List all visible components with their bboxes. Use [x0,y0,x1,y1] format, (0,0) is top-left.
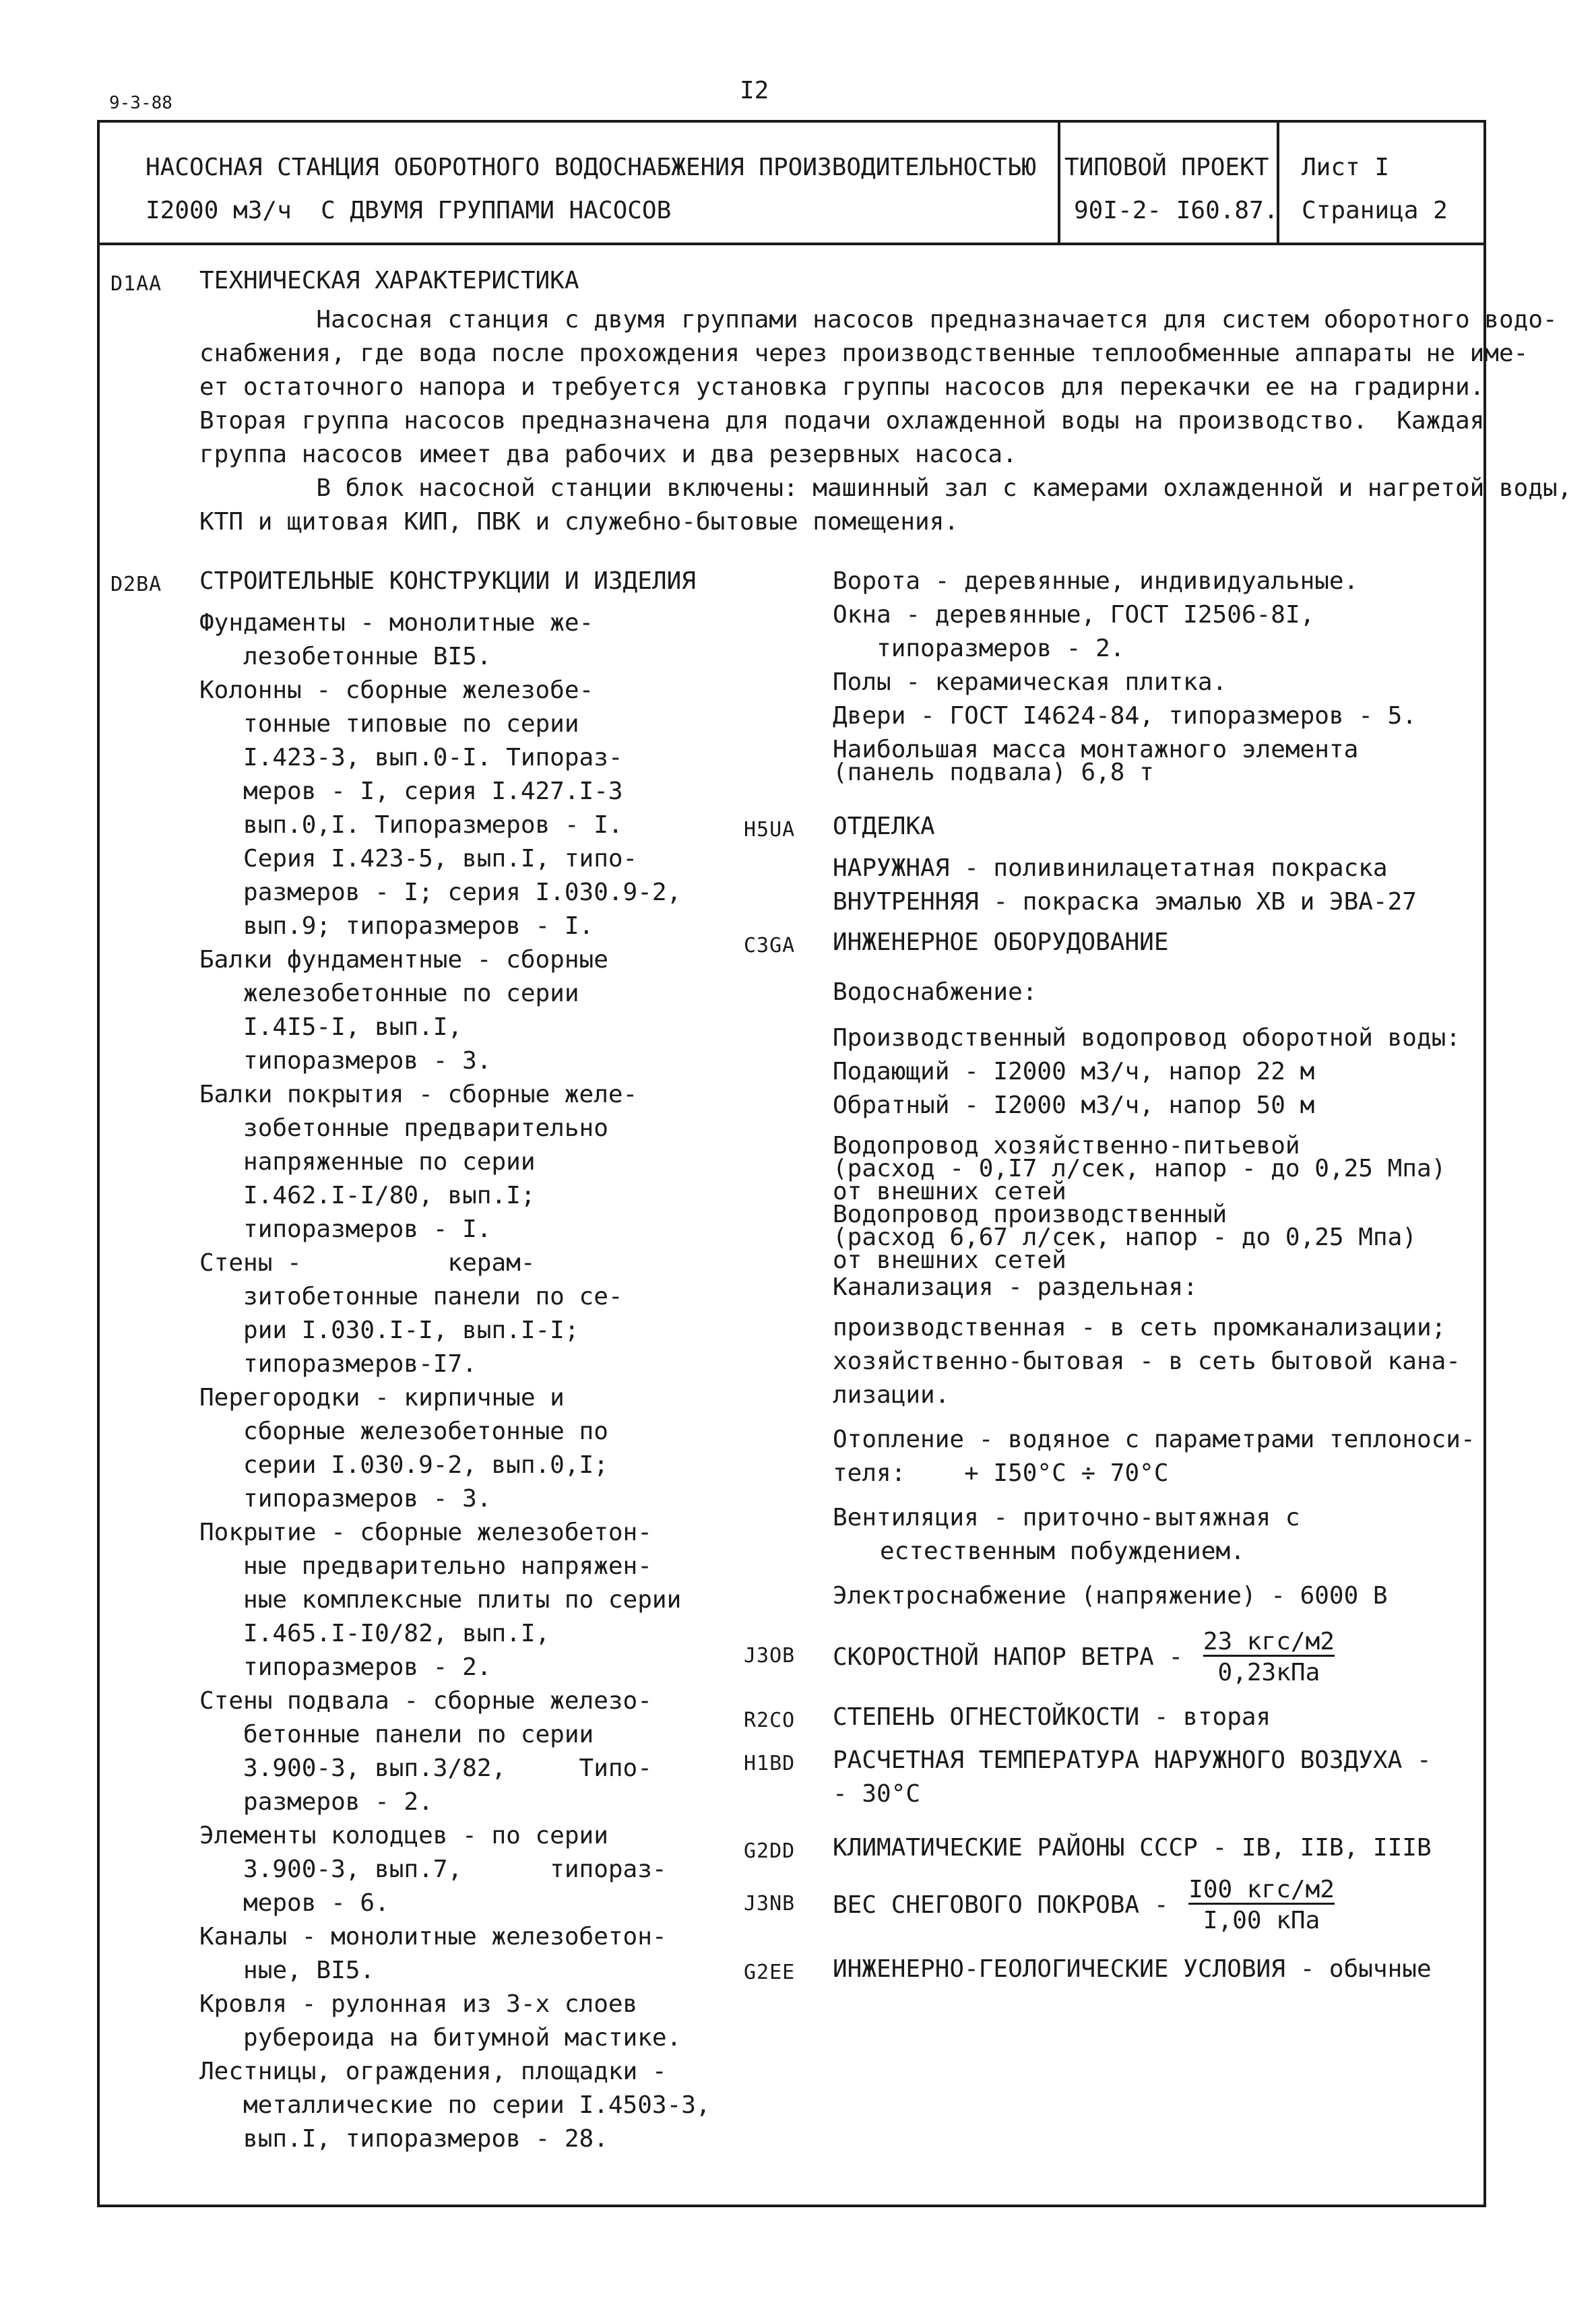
constr-line: вып.9; типоразмеров - I. [199,912,594,940]
finish-heading: ОТДЕЛКА [833,813,935,840]
project-number: 90I-2- I60.87. [1074,197,1279,224]
constr-line: типоразмеров - 2. [199,1653,492,1681]
constr-line: размеров - 2. [199,1788,433,1816]
water-line: Водопровод хозяйственно-питьевой [833,1132,1300,1160]
constr-line: 3.900-3, вып.3/82, Типо- [199,1754,652,1782]
wind-row [833,1626,1335,1688]
constr-line: вып.0,I. Типоразмеров - I. [199,811,623,839]
tech-line: КТП и щитовая КИП, ПВК и служебно-бытовые помещения. [199,508,959,536]
tech-heading: ТЕХНИЧЕСКАЯ ХАРАКТЕРИСТИКА [199,267,579,294]
section-code-equip: C3GA [744,934,796,957]
fire-resistance: СТЕПЕНЬ ОГНЕСТОЙКОСТИ - вторая [833,1703,1271,1731]
constr-line: меров - I, серия I.427.I-3 [199,778,623,805]
snow-value-kgf: I00 кгс/м2 [1188,1876,1335,1903]
water-line: Обратный - I2000 м3/ч, напор 50 м [833,1091,1315,1119]
section-code-snow: J3NB [744,1892,796,1916]
section-code-climate: G2DD [744,1839,796,1863]
constr-left-column [199,606,711,2156]
section-code-finish: H5UA [744,818,796,842]
constr-line: Каналы - монолитные железобетон- [199,1923,667,1951]
constr-right-line: Наибольшая масса монтажного элемента [833,736,1359,763]
constr-line: меров - 6. [199,1889,389,1917]
ventilation-block [833,1501,1300,1569]
constr-line: Стены - керам- [199,1249,536,1277]
constr-line: ные, BI5. [199,1957,375,1984]
section-code-wind: J3OB [744,1644,796,1668]
constr-line: металлические по серии I.4503-3, [199,2091,711,2119]
water-recirc-block [833,1021,1461,1122]
constr-right-line: Ворота - деревянные, индивидуальные. [833,567,1359,595]
tech-line: ет остаточного напора и требуется установка группы насосов для перекачки ее на градирни. [199,373,1485,401]
title-line-1: НАСОСНАЯ СТАНЦИЯ ОБОРОТНОГО ВОДОСНАБЖЕНИЯ ПРОИЗВОДИТЕЛЬНОСТЬЮ [146,154,1037,181]
equip-heading: ИНЖЕНЕРНОЕ ОБОРУДОВАНИЕ [833,928,1169,956]
sewage-line: хозяйственно-бытовая - в сеть бытовой кана- [833,1348,1461,1375]
constr-right-column [833,565,1417,784]
constr-line: лезобетонные BI5. [199,643,492,670]
constr-line: I.462.I-I/80, вып.I; [199,1182,536,1209]
constr-line: Балки покрытия - сборные желе- [199,1081,638,1108]
page-number: I2 [740,77,769,104]
constr-line: типоразмеров - I. [199,1215,492,1243]
constr-line: серии I.030.9-2, вып.0,I; [199,1451,608,1479]
finish-exterior: НАРУЖНАЯ - поливинилацетатная покраска [833,854,1388,882]
constr-line: 3.900-3, вып.7, типораз- [199,1856,667,1883]
title-line-2: I2000 м3/ч С ДВУМЯ ГРУППАМИ НАСОСОВ [146,197,672,224]
constr-line: напряженные по серии [199,1148,536,1176]
tech-line: снабжения, где вода после прохождения через производственные теплообменные аппараты не име- [199,340,1529,367]
wind-value-kgf: 23 кгс/м2 [1203,1628,1335,1655]
constr-line: Элементы колодцев - по серии [199,1822,608,1849]
water-line: от внешних сетей [833,1246,1066,1274]
temp-line: РАСЧЕТНАЯ ТЕМПЕРАТУРА НАРУЖНОГО ВОЗДУХА - [833,1746,1432,1774]
constr-right-line: Двери - ГОСТ I4624-84, типоразмеров - 5. [833,702,1417,730]
constr-line: Балки фундаментные - сборные [199,946,608,974]
constr-line: Перегородки - кирпичные и [199,1384,565,1412]
snow-value-kpa: I,00 кПа [1203,1907,1320,1934]
constr-line: ные комплексные плиты по серии [199,1586,682,1614]
project-label: ТИПОВОЙ ПРОЕКТ [1064,154,1269,181]
constr-line: Серия I.423-5, вып.I, типо- [199,845,638,873]
constr-right-line: Полы - керамическая плитка. [833,668,1227,696]
constr-line: рубероида на битумной мастике. [199,2024,682,2052]
snow-value [1188,1874,1335,1936]
snow-row [833,1874,1335,1936]
constr-line: Покрытие - сборные железобетон- [199,1519,652,1546]
constr-heading: СТРОИТЕЛЬНЫЕ КОНСТРУКЦИИ И ИЗДЕЛИЯ [199,567,696,595]
sewage-line: лизации. [833,1381,950,1409]
water-line: Подающий - I2000 м3/ч, напор 22 м [833,1058,1315,1085]
header-col-divider-1 [1058,120,1060,245]
page-label: Страница 2 [1302,197,1448,224]
water-supply-label: Водоснабжение: [833,978,1038,1006]
constr-line: размеров - I; серия I.030.9-2, [199,879,682,906]
constr-line: вып.I, типоразмеров - 28. [199,2125,608,2153]
constr-line: Лестницы, ограждения, площадки - [199,2058,667,2085]
wind-label: СКОРОСТНОЙ НАПОР ВЕТРА - [833,1643,1184,1671]
heating-block [833,1423,1475,1490]
constr-line: Стены подвала - сборные железо- [199,1687,652,1715]
water-supply-block [833,1132,1446,1301]
constr-line: типоразмеров - 3. [199,1047,492,1075]
constr-line: типоразмеров - 3. [199,1485,492,1513]
constr-line: Колонны - сборные железобе- [199,676,594,704]
water-line: Водопровод производственный [833,1201,1227,1228]
water-line: Канализация - раздельная: [833,1273,1198,1301]
constr-line: I.4I5-I, вып.I, [199,1013,463,1041]
ventilation-line: Вентиляция - приточно-вытяжная с [833,1504,1300,1531]
section-code-temp: H1BD [744,1752,796,1775]
wind-value [1203,1626,1335,1688]
tech-line: Насосная станция с двумя группами насосов предназначается для систем оборотного водо- [199,306,1558,334]
constr-line: I.423-3, вып.0-I. Типораз- [199,744,623,771]
constr-line: типоразмеров-I7. [199,1350,477,1378]
water-line: от внешних сетей [833,1178,1066,1205]
wind-value-kpa: 0,23кПа [1217,1659,1320,1686]
constr-line: зобетонные предварительно [199,1114,608,1142]
constr-line: железобетонные по серии [199,980,579,1007]
constr-line: I.465.I-I0/82, вып.I, [199,1620,550,1647]
constr-line: зитобетонные панели по се- [199,1283,623,1310]
sewage-block [833,1311,1461,1412]
tech-line: Вторая группа насосов предназначена для подачи охлажденной воды на производство. Каждая [199,407,1485,435]
heating-line: теля: + I50°С ÷ 70°С [833,1459,1169,1487]
constr-right-line: типоразмеров - 2. [833,635,1125,662]
climate-regions: КЛИМАТИЧЕСКИЕ РАЙОНЫ СССР - IB, IIB, IIIB [833,1834,1432,1862]
constr-right-line: (панель подвала) 6,8 т [833,759,1154,786]
snow-label: ВЕС СНЕГОВОГО ПОКРОВА - [833,1891,1169,1919]
constr-line: сборные железобетонные по [199,1418,608,1445]
tech-paragraph [199,303,1572,539]
constr-line: бетонные панели по серии [199,1721,594,1748]
temp-block [833,1744,1432,1811]
section-code-constr: D2BA [110,573,162,596]
constr-right-line: Окна - деревянные, ГОСТ I2506-8I, [833,601,1315,629]
constr-line: рии I.030.I-I, вып.I-I; [199,1317,579,1344]
water-line: Производственный водопровод оборотной воды: [833,1024,1461,1052]
tech-line: группа насосов имеет два рабочих и два резервных насоса. [199,441,1017,468]
ventilation-line: естественным побуждением. [880,1538,1245,1565]
section-code-geo: G2EE [744,1961,796,1984]
sheet-number: Лист I [1302,154,1390,181]
sewage-line: производственная - в сеть промканализации; [833,1314,1446,1341]
constr-line: ные предварительно напряжен- [199,1552,652,1580]
document-code: 9-3-88 [109,93,172,113]
section-code-fire: R2CO [744,1709,796,1732]
water-line: (расход - 0,I7 л/сек, напор - до 0,25 Мпа) [833,1155,1446,1182]
constr-line: Фундаменты - монолитные же- [199,609,594,637]
finish-interior: ВНУТРЕННЯЯ - покраска эмалью ХВ и ЭВА-27 [833,888,1417,916]
temp-line: - 30°С [833,1780,921,1808]
section-code-tech: D1AA [110,272,162,296]
power-supply: Электроснабжение (напряжение) - 6000 В [833,1582,1388,1610]
water-line: (расход 6,67 л/сек, напор - до 0,25 Мпа) [833,1224,1417,1251]
constr-line: тонные типовые по серии [199,710,579,738]
tech-line: В блок насосной станции включены: машинный зал с камерами охлажденной и нагретой воды, [199,474,1572,502]
heating-line: Отопление - водяное с параметрами теплоноси- [833,1426,1475,1453]
geology-conditions: ИНЖЕНЕРНО-ГЕОЛОГИЧЕСКИЕ УСЛОВИЯ - обычные [833,1955,1432,1983]
constr-line: Кровля - рулонная из 3-х слоев [199,1990,638,2018]
